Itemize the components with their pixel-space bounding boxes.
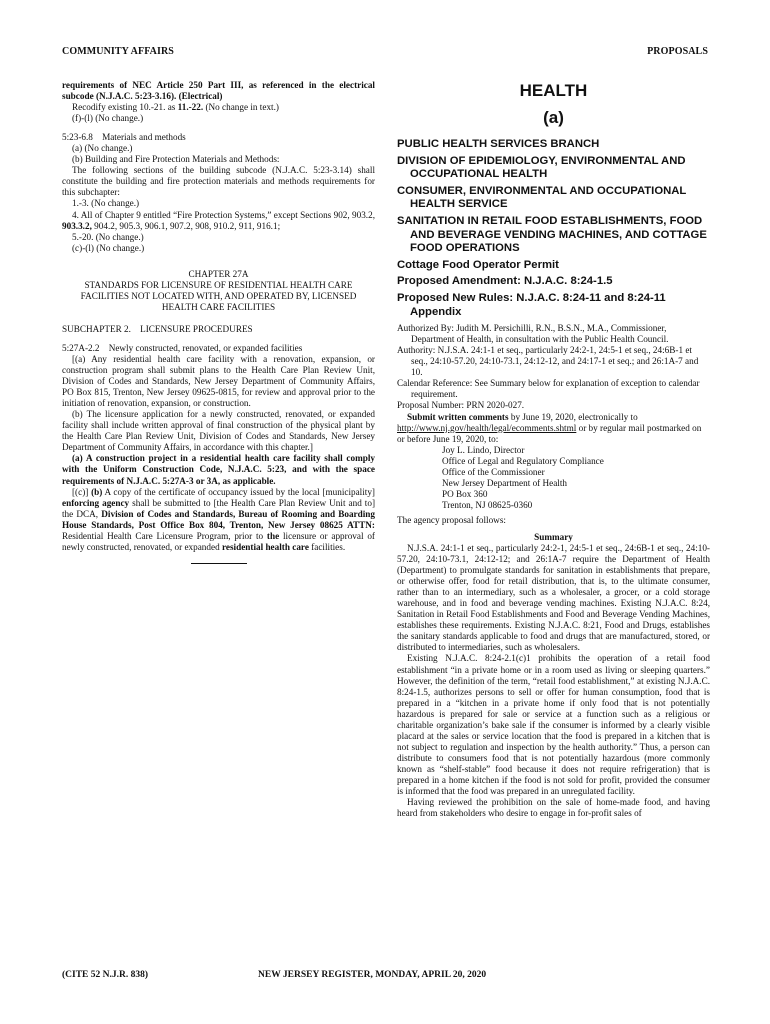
end-rule [191, 563, 247, 564]
address-line: Trenton, NJ 08625-0360 [442, 499, 533, 510]
address-line: New Jersey Department of Health [442, 477, 568, 488]
proposal-number: Proposal Number: PRN 2020-027. [397, 400, 525, 411]
ecomments-link[interactable]: http://www.nj.gov/health/legal/ecomments.shtml [397, 422, 577, 433]
mailing-address [397, 445, 710, 511]
paragraph: requirements of NEC Article 250 Part III, as referenced in the electrical subcode (N.J.A.C. 5:23-3.16). (Electrical) [62, 80, 375, 102]
subchapter-heading: SUBCHAPTER 2. LICENSURE PROCEDURES [62, 323, 253, 334]
service-heading: CONSUMER, ENVIRONMENTAL AND OCCUPATIONAL HEALTH SERVICE [397, 184, 687, 211]
branch-heading: PUBLIC HEALTH SERVICES BRANCH [397, 138, 600, 150]
calendar-reference: Calendar Reference: See Summary below for explanation of exception to calendar requirement. [397, 378, 700, 400]
chapter-heading: SANITATION IN RETAIL FOOD ESTABLISHMENTS, FOOD AND BEVERAGE VENDING MACHINES, AND COTTAGE FOOD OPERATIONS [397, 214, 707, 255]
address-line: Office of Legal and Regulatory Compliance [442, 455, 604, 466]
paragraph: [(c)] (b) A copy of the certificate of occupancy issued by the local [municipality] enforcing agency shall be submitted to [the Health Care Plan Review Unit and to] the DCA, Division of Codes and Standards, Bureau of Rooming and Boarding House Standards, Post Office Box 804, Trenton, New Jersey 08625 ATTN: Residential Health Care Licensure Program, prior to the licensure or approval of newly constructed, renovated, or expanded residential health care facilities. [62, 486, 376, 552]
paragraph: [(a) Any residential health care facility with a renovation, expansion, or construction program shall submit plans to the Health Care Plan Review Unit, Division of Codes and Standards, New Jersey Department of Community Affairs, PO Box 815, Trenton, New Jersey 09625-0815, for review and approval prior to the initiation of renovation, expansion, or construction. [62, 353, 375, 409]
address-line: PO Box 360 [442, 488, 488, 499]
section-heading: 5:23-6.8 Materials and methods [62, 132, 186, 143]
right-column [397, 80, 710, 819]
summary-paragraph: Existing N.J.A.C. 8:24-2.1(c)1 prohibits the operation of a retail food establishment “in a private home or in a room used as living or sleeping quarters.” However, the definition of the term, “retail food establishment,” at existing N.J.A.C. 8:24-1.5, authorizes persons to sell or offer for human consumption, food that is prepared in a “kitchen in a private home if only food that is not potentially hazardous is prepared for sale or service at a function such as a religious or charitable organization’s bake sale if the consumer is informed by a clearly visible placard at the sales or service location that the food is prepared in a kitchen that is not subject to regulation and inspection by the health authority.” Thus, a person can distribute to consumers food that is not potentially hazardous (more commonly known as “shelf-stable” food because it does not require refrigeration) that is prepared in a home kitchen if the food is not sold for profit, provided the consumer is informed that the food was prepared in an unregulated facility. [397, 653, 710, 797]
proposed-new-rules: Proposed New Rules: N.J.A.C. 8:24-11 and 8:24-11 Appendix [397, 291, 666, 318]
paragraph: Recodify existing 10.-21. as 11.-22. (No change in text.) [72, 102, 279, 113]
paragraph: 1.-3. (No change.) [72, 198, 140, 209]
paragraph: (f)-(l) (No change.) [72, 113, 144, 124]
subject-heading: Cottage Food Operator Permit [397, 258, 559, 271]
summary-paragraph: N.J.S.A. 24:1-1 et seq., particularly 24:2-1, 24:5-1 et seq., 24:6B-1 et seq., 24:10-57.20, 24:10-73.1, 24:12-12; and 26:1A-7 require the Department of Health (Department) to promulgate standards for sanitation in establishments that prepare, or otherwise offer, food for retail distribution, that is, to the ultimate consumer, rather than to an intermediary, such as a wholesaler, a grocer, or a cold storage warehouse, and in food and beverage vending machines. Existing N.J.A.C. 8:24, Sanitation in Retail Food Establishments and Food and Beverage Vending Machines, establishes these requirements. Existing N.J.A.C. 8:21, Food and Drugs, establishes the sanitary standards applicable to food and drugs that are manufactured, stored, or distributed to intermediaries, such as wholesalers. [397, 543, 710, 653]
authority: Authority: N.J.S.A. 24:1-1 et seq., particularly 24:2-1, 24:5-1 et seq., 24:6B-1 et seq., 24:10-57.20, 24:10-73.1, 24:12-12, and 24:17-1 et seq.; and 26:1A-7 and 10. [397, 345, 699, 378]
section-heading: 5:27A-2.2 Newly constructed, renovated, or expanded facilities [62, 342, 303, 353]
address-line: Office of the Commissioner [442, 466, 545, 477]
submit-comments: Submit written comments by June 19, 2020, electronically to http://www.nj.gov/health/legal/ecomments.shtml or by regular mail postmarked on or before June 19, 2020, to: [397, 411, 702, 444]
register-footer: NEW JERSEY REGISTER, MONDAY, APRIL 20, 2020 [258, 970, 487, 980]
proposal-follows: The agency proposal follows: [397, 514, 506, 525]
paragraph: 5.-20. (No change.) [72, 231, 144, 242]
left-column [62, 80, 375, 564]
paragraph: (b) The licensure application for a newly constructed, renovated, or expanded facility shall include written approval of final construction of the physical plant by the Health Care Plan Review Unit, Division of Codes and Standards, New Jersey Department of Community Affairs, in accordance with this chapter.] [62, 409, 375, 453]
paragraph: The following sections of the building subcode (N.J.A.C. 5:23-3.14) shall constitute the building and fire protection materials and methods requirements for this subchapter: [62, 165, 375, 198]
chapter-title: STANDARDS FOR LICENSURE OF RESIDENTIAL HEALTH CARE FACILITIES NOT LOCATED WITH, AND OPERATED BY, LICENSED HEALTH CARE FACILITIES [80, 279, 357, 312]
agency-title: HEALTH [519, 81, 588, 100]
authorized-by: Authorized By: Judith M. Persichilli, R.N., B.S.N., M.A., Commissioner, Department of Health, in consultation with the Public Health Council. [397, 323, 669, 345]
paragraph: (c)-(l) (No change.) [72, 242, 145, 253]
paragraph: (a) A construction project in a residential health care facility shall comply with the Uniform Construction Code, N.J.A.C. 5:23, and with the space requirements of N.J.A.C. 5:27A-3 or 3A, as applicable. [62, 453, 375, 486]
paragraph: (b) Building and Fire Protection Materials and Methods: [72, 154, 280, 165]
item-letter: (a) [543, 108, 564, 127]
paragraph: (a) (No change.) [72, 143, 133, 154]
running-header-type: PROPOSALS [647, 46, 708, 57]
summary-paragraph: Having reviewed the prohibition on the sale of home-made food, and having heard from stakeholders who desire to engage in for-profit sales of [397, 797, 710, 819]
running-header-section: COMMUNITY AFFAIRS [62, 46, 174, 57]
proposed-amendment: Proposed Amendment: N.J.A.C. 8:24-1.5 [397, 275, 613, 288]
paragraph: 4. All of Chapter 9 entitled “Fire Protection Systems,” except Sections 902, 903.2, 903.3.2, 904.2, 905.3, 906.1, 907.2, 908, 910.2, 911, 916.1; [62, 209, 375, 231]
citation-footer: (CITE 52 N.J.R. 838) [62, 970, 149, 980]
summary-heading: Summary [534, 531, 573, 542]
address-line: Joy L. Lindo, Director [442, 444, 525, 455]
division-heading: DIVISION OF EPIDEMIOLOGY, ENVIRONMENTAL AND OCCUPATIONAL HEALTH [397, 154, 686, 181]
chapter-number: CHAPTER 27A [188, 268, 249, 279]
